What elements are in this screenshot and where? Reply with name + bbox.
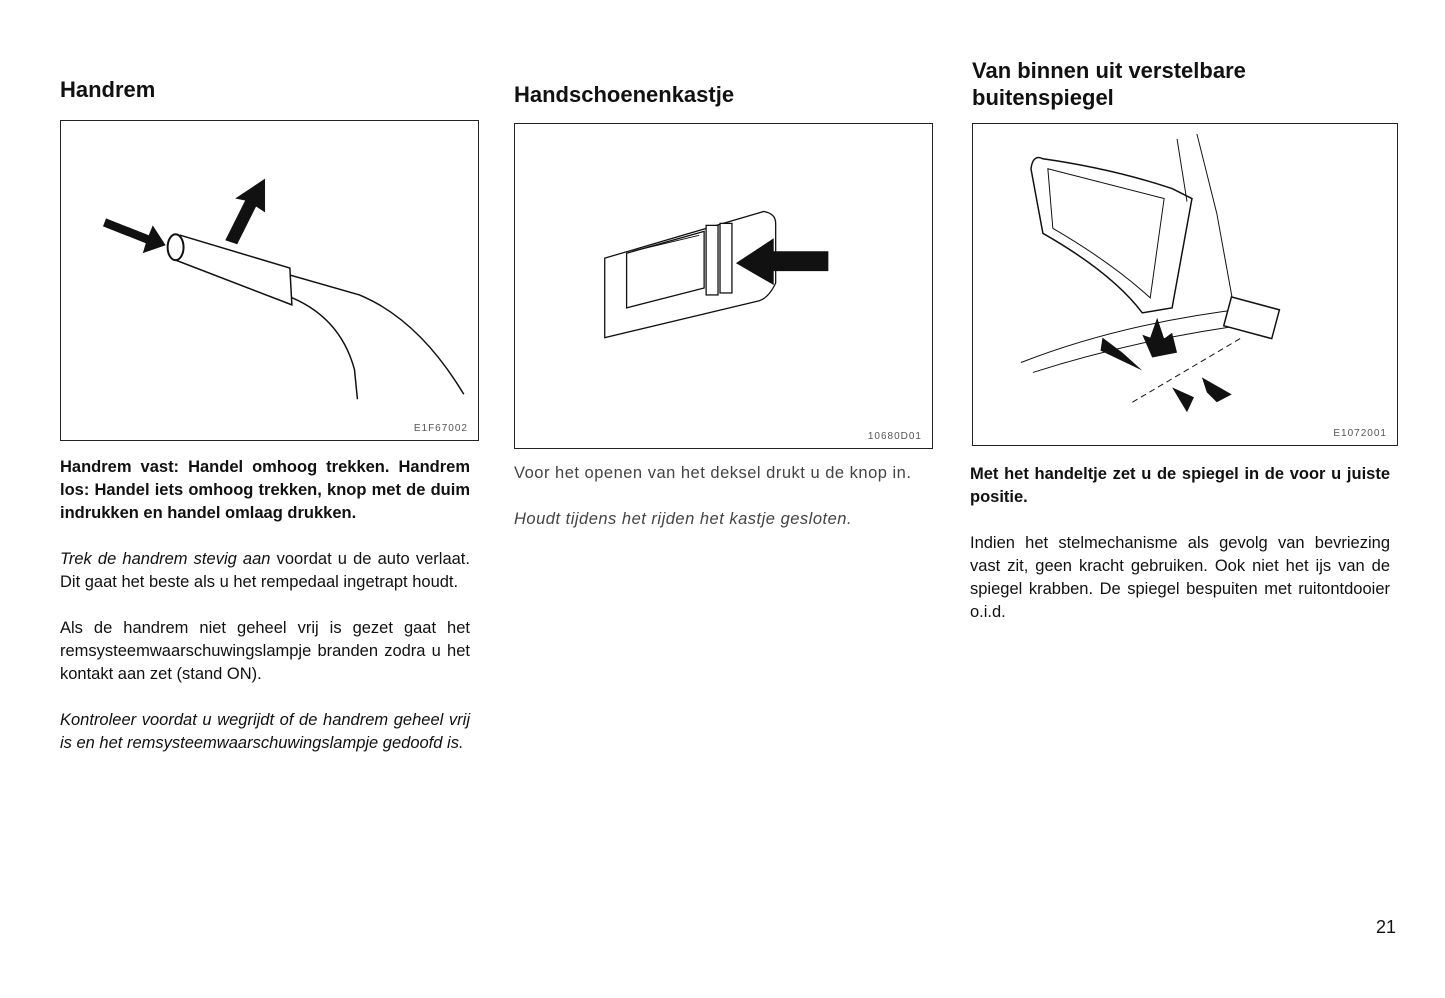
section-title-handrem: Handrem	[60, 77, 156, 102]
figure-code: 10680D01	[867, 431, 922, 442]
handrem-emphasis: Trek de handrem stevig aan	[60, 550, 271, 568]
handrem-text	[60, 456, 470, 778]
glovebox-illustration	[514, 123, 933, 449]
down-arrow-icon	[1172, 387, 1194, 412]
page-number: 21	[1376, 917, 1397, 937]
glovebox-drawing	[515, 124, 932, 448]
handrem-p2-rest: voordat u de auto verlaat. Dit gaat het beste als u het rempedaal ingetrapt houdt.	[60, 550, 470, 591]
handrem-paragraph-4: Kontroleer voordat u wegrijdt of de handrem geheel vrij is en het remsysteemwaarschuwingslampje gedoofd is.	[60, 711, 470, 752]
pull-arrow-icon	[225, 179, 265, 245]
push-arrow-icon	[103, 218, 166, 253]
figure-code: E1072001	[1333, 428, 1387, 439]
mirror-paragraph-2: Indien het stelmechanisme als gevolg van bevriezing vast zit, geen kracht gebruiken. Ook niet het ijs van de spiegel krabben. De spiegel bespuiten met ruitontdooier o.i.d.	[970, 534, 1390, 621]
up-arrow-icon	[1142, 318, 1177, 358]
mirror-illustration	[972, 123, 1398, 446]
glovebox-paragraph-1: Voor het openen van het deksel drukt u de knop in.	[514, 464, 912, 482]
handbrake-drawing	[61, 121, 478, 440]
right-arrow-icon	[1202, 377, 1232, 402]
handschoenenkastje-text	[514, 462, 929, 554]
handrem-paragraph-3: Als de handrem niet geheel vrij is gezet gaat het remsysteemwaarschuwingslampje branden zodra u het kontakt aan zet (stand ON).	[60, 619, 470, 683]
section-title-handschoenenkastje: Handschoenenkastje	[514, 82, 735, 107]
handbrake-illustration	[60, 120, 479, 441]
handrem-instructions: Handrem vast: Handel omhoog trekken. Handrem los: Handel iets omhoog trekken, knop met de duim indrukken en handel omlaag drukken.	[60, 458, 470, 522]
glovebox-paragraph-2: Houdt tijdens het rijden het kastje gesloten.	[514, 510, 853, 528]
mirror-drawing	[973, 124, 1397, 445]
figure-code: E1F67002	[413, 423, 468, 434]
mirror-paragraph-1: Met het handeltje zet u de spiegel in de voor u juiste positie.	[970, 465, 1390, 506]
buitenspiegel-text	[970, 463, 1390, 647]
section-title-buitenspiegel: Van binnen uit verstelbare buitenspiegel	[972, 58, 1246, 110]
handrem-paragraph-2	[60, 548, 470, 594]
left-arrow-icon	[1101, 338, 1143, 371]
